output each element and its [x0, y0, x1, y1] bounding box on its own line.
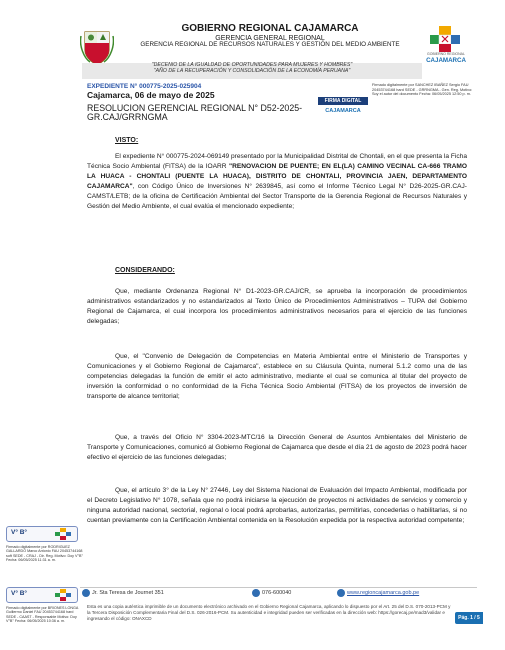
web-icon — [337, 589, 345, 597]
firma-digital-label: FIRMA DIGITAL — [318, 97, 368, 105]
org-subtitle: GERENCIA GENERAL REGIONAL — [215, 34, 325, 42]
logo-label: CAJAMARCA — [426, 57, 466, 64]
visto-bueno-note-1: Firmado digitalmente por RODRIGUEZ GALLARDO Marco Antonio FAU 20453744168 soft SEDE - CRAJ - Dir. Reg. Motivo: Doy V°B° Fecha: 06/05/2025 11:31 a. m. — [6, 545, 83, 563]
place-date: Cajamarca, 06 de mayo de 2025 — [87, 90, 215, 100]
visto-bueno-note-2: Firmado digitalmente por BRIONES LONGA Guillermo Daniel FAU 20453744168 hard SEDE - CAAST - Responsable Motivo: Doy V°B° Fecha: 06/05/2025 10:36 a. m. — [6, 606, 79, 624]
banner-line-2: "AÑO DE LA RECUPERACIÓN Y CONSOLIDACIÓN DE LA ECONOMÍA PERUANA" — [153, 67, 351, 74]
phone-icon — [252, 589, 260, 597]
paragraph-text: Que, a través del Oficio N° 3304-2023-MTC/16 la Dirección General de Asuntos Ambientales del Ministerio de Transporte y Comunicaciones, comunicó al Gobierno Regional de Cajamarca que desde el día 21 de agosto de 2023 podrá hacer efectivo el ejercicio de las funciones delegadas; — [87, 434, 467, 462]
project-name: "RENOVACION DE PUENTE; EN EL(LA) CAMINO VECINAL CA-666 TRAMO LA HUACA - CHONTALI (PUENTE LA HUACA), DISTRITO DE CHONTALI, PROVINCIA JAEN, DEPARTAMENTO CAJAMARCA" — [87, 163, 467, 191]
peru-shield-icon — [80, 28, 114, 68]
considerando-paragraph-1 — [87, 287, 467, 327]
visto-heading: VISTO: — [115, 137, 139, 144]
considerando-paragraph-2 — [87, 352, 467, 402]
location-icon — [82, 589, 90, 597]
resolution-title: RESOLUCION GERENCIAL REGIONAL N° D52-2025-GR.CAJ/GRRNGMA — [87, 103, 303, 123]
cajamarca-logo — [422, 24, 468, 70]
visto-paragraph — [87, 152, 467, 212]
expediente-number: EXPEDIENTE N° 000775-2025-025904 — [87, 83, 202, 90]
considerando-heading: CONSIDERANDO: — [115, 267, 175, 274]
footer-phone: 076-600040 — [262, 590, 292, 596]
visto-bueno-label: V° B° — [11, 529, 28, 536]
banner-line-1: "DECENIO DE LA IGUALDAD DE OPORTUNIDADES PARA MUJERES Y HOMBRES" — [151, 62, 353, 68]
paragraph-text: Que, el "Convenio de Delegación de Competencias en Materia Ambiental entre el Ministerio de Transportes y Comunicaciones y el Gobierno Regional de Cajamarca", establece en su Cláusula Quinta, numeral 5.1.2 como una de las competencias delegadas la función de emitir el acto administrativo, mediante el cual se comunica al titular del proyecto de inversión la conformidad o no conformidad de la Ficha Técnica Socio Ambiental (FITSA) de los proyectos de inversión de transporte de alcance territorial; — [87, 353, 467, 401]
digital-signature-note: Firmado digitalmente por SANCHEZ IBAÑEZ Sergio FAU 20453744168 hard SEDE - GRRNGMA - Gen. Reg. Motivo: Soy el autor del documento Fecha: 06/05/2025 12:50 p. m. — [372, 83, 473, 97]
considerando-paragraph-3 — [87, 433, 467, 463]
visto-bueno-stamp-2 — [6, 587, 78, 603]
gore-mini-logo-icon — [52, 589, 74, 601]
gore-mini-logo-icon — [52, 528, 74, 540]
logo-subtitle: GOBIERNO REGIONAL — [427, 52, 465, 56]
header-org-block — [120, 24, 420, 48]
visto-bueno-label: V° B° — [11, 590, 28, 597]
visto-bueno-stamp-1 — [6, 526, 78, 542]
cajamarca-cross-icon — [422, 24, 468, 54]
footer-address: Jr. Sta Teresa de Journet 351 — [92, 590, 164, 596]
decade-banner — [82, 63, 422, 79]
page-number-badge: Pág. 1 / 5 — [455, 612, 483, 624]
org-department: GERENCIA REGIONAL DE RECURSOS NATURALES Y GESTIÓN DEL MEDIO AMBIENTE — [140, 40, 400, 48]
paragraph-text: Que, mediante Ordenanza Regional N° D1-2023-GR.CAJ/CR, se aprueba la incorporación de procedimientos administrativos estandarizados y no estandarizados al Texto Único de Procedimientos Administrativos – TUPA del Gobierno Regional de Cajamarca, el cual incorpora los procedimientos administrativos necesarios para el ejercicio de las funciones delegadas; — [87, 288, 467, 326]
visto-text-a: El expediente N° 000775-2024-069149 presentado por la Municipalidad Distrital de Chontali, en el que presenta la Ficha Técnica Socio Ambiental (FITSA) de la IOARR — [87, 153, 467, 171]
org-title: GOBIERNO REGIONAL CAJAMARCA — [181, 23, 359, 34]
firma-digital-badge — [318, 97, 368, 119]
paragraph-text: Que, el artículo 3° de la Ley N° 27446, Ley del Sistema Nacional de Evaluación del Impacto Ambiental, modificada por el Decreto Legislativo N° 1078, señala que no podrá iniciarse la ejecución de proyectos ni actividades de servicios y comercio y ninguna autoridad nacional, sectorial, regional o local podrá aprobarlas, autorizarlas, permitirlas, concederlas o habilitarlas, si no cuentan previamente con la Certificación Ambiental contenida en la Resolución expedida por la respectiva autoridad competente; — [87, 487, 467, 525]
firma-digital-org: CAJAMARCA — [325, 108, 361, 114]
considerando-paragraph-4 — [87, 486, 467, 526]
footer-divider — [80, 587, 477, 588]
footer-authenticity-note: Esta es una copia auténtica imprimible de un documento electrónico archivado en el Gobierno Regional Cajamarca, aplicando lo dispuesto por el Art. 25 del D.S. 070-2013-PCM y la Tercera Disposición Complementaria Final del D.S. 026-2016-PCM. Su autenticidad e integridad pueden ser verificadas en la dirección web: https://gorecaj.pe/mad3/validar e ingresando el código: ONAXCD — [87, 604, 451, 621]
visto-text-b: , con Código Único de Inversiones N° 2639845, así como el Informe Técnico Legal N° D26-2025-GR.CAJ-CAMST/LETB; de la oficina de Certificación Ambiental del Sector Transporte de la Gerencia Regional de Recursos Naturales y Gestión del Medio Ambiente, el cual evalúa el mencionado expediente; — [87, 183, 467, 211]
footer-website-link[interactable]: www.regioncajamarca.gob.pe — [347, 590, 420, 596]
